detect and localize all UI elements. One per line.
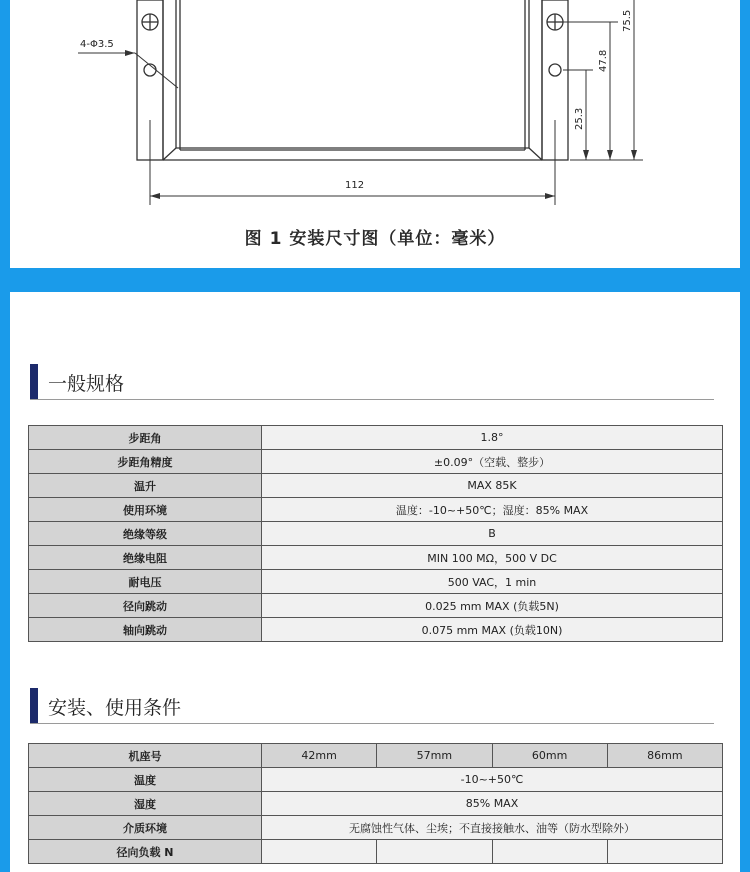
spec-value: 1.8° — [262, 426, 723, 450]
spec-key: 介质环境 — [29, 816, 262, 840]
dimension-75-5: 75.5 — [622, 9, 633, 32]
table-row — [29, 816, 723, 840]
spec-key: 机座号 — [29, 744, 262, 768]
section-header-general — [30, 364, 714, 400]
dimension-25-3: 25.3 — [574, 107, 585, 130]
spec-key: 温升 — [29, 474, 262, 498]
spec-key: 径向负载 N — [29, 840, 262, 864]
general-spec-table — [28, 425, 723, 642]
spec-key: 温度 — [29, 768, 262, 792]
spec-value — [377, 840, 492, 864]
section-accent-bar — [30, 688, 38, 723]
spec-key: 绝缘电阻 — [29, 546, 262, 570]
table-row — [29, 570, 723, 594]
table-row — [29, 522, 723, 546]
spec-key: 步距角 — [29, 426, 262, 450]
width-dimension-label: 112 — [345, 180, 365, 191]
spec-key: 绝缘等级 — [29, 522, 262, 546]
table-row — [29, 594, 723, 618]
spec-value: MIN 100 MΩ，500 V DC — [262, 546, 723, 570]
spec-value: 0.075 mm MAX (负载10N) — [262, 618, 723, 642]
section-divider — [30, 399, 714, 400]
dimension-47-8: 47.8 — [598, 49, 609, 72]
spec-key: 步距角精度 — [29, 450, 262, 474]
section-divider — [30, 723, 714, 724]
spec-value: 温度：-10~+50℃；湿度：85% MAX — [262, 498, 723, 522]
spec-key: 径向跳动 — [29, 594, 262, 618]
table-row — [29, 792, 723, 816]
spec-value — [607, 840, 722, 864]
spec-key: 使用环境 — [29, 498, 262, 522]
mounting-drawing — [10, 0, 740, 220]
table-row — [29, 768, 723, 792]
figure-panel — [10, 0, 740, 268]
spec-value: 0.025 mm MAX (负载5N) — [262, 594, 723, 618]
frame-size-col: 42mm — [262, 744, 377, 768]
table-row — [29, 546, 723, 570]
figure-caption: 图 1 安装尺寸图（单位：毫米） — [244, 229, 506, 249]
table-row — [29, 426, 723, 450]
spec-value: 85% MAX — [262, 792, 723, 816]
spec-key: 耐电压 — [29, 570, 262, 594]
spec-value: MAX 85K — [262, 474, 723, 498]
spec-panel — [10, 292, 740, 872]
mount-hole — [549, 64, 561, 76]
table-header-row — [29, 744, 723, 768]
hole-label: 4-Φ3.5 — [80, 39, 114, 50]
spec-value: B — [262, 522, 723, 546]
spec-value: 无腐蚀性气体、尘埃；不直接接触水、油等（防水型除外） — [262, 816, 723, 840]
table-row — [29, 474, 723, 498]
spec-value: 500 VAC，1 min — [262, 570, 723, 594]
frame-size-col: 57mm — [377, 744, 492, 768]
spec-value — [492, 840, 607, 864]
section-accent-bar — [30, 364, 38, 399]
spec-value — [262, 840, 377, 864]
section-header-install — [30, 688, 714, 724]
spec-key: 湿度 — [29, 792, 262, 816]
table-row — [29, 840, 723, 864]
table-row — [29, 498, 723, 522]
spec-value: ±0.09°（空载、整步） — [262, 450, 723, 474]
install-spec-table — [28, 743, 723, 864]
table-row — [29, 618, 723, 642]
section-title-install: 安装、使用条件 — [48, 697, 182, 719]
spec-key: 轴向跳动 — [29, 618, 262, 642]
table-row — [29, 450, 723, 474]
frame-size-col: 86mm — [607, 744, 722, 768]
spec-value: -10~+50℃ — [262, 768, 723, 792]
frame-size-col: 60mm — [492, 744, 607, 768]
section-title-general: 一般规格 — [48, 373, 125, 395]
